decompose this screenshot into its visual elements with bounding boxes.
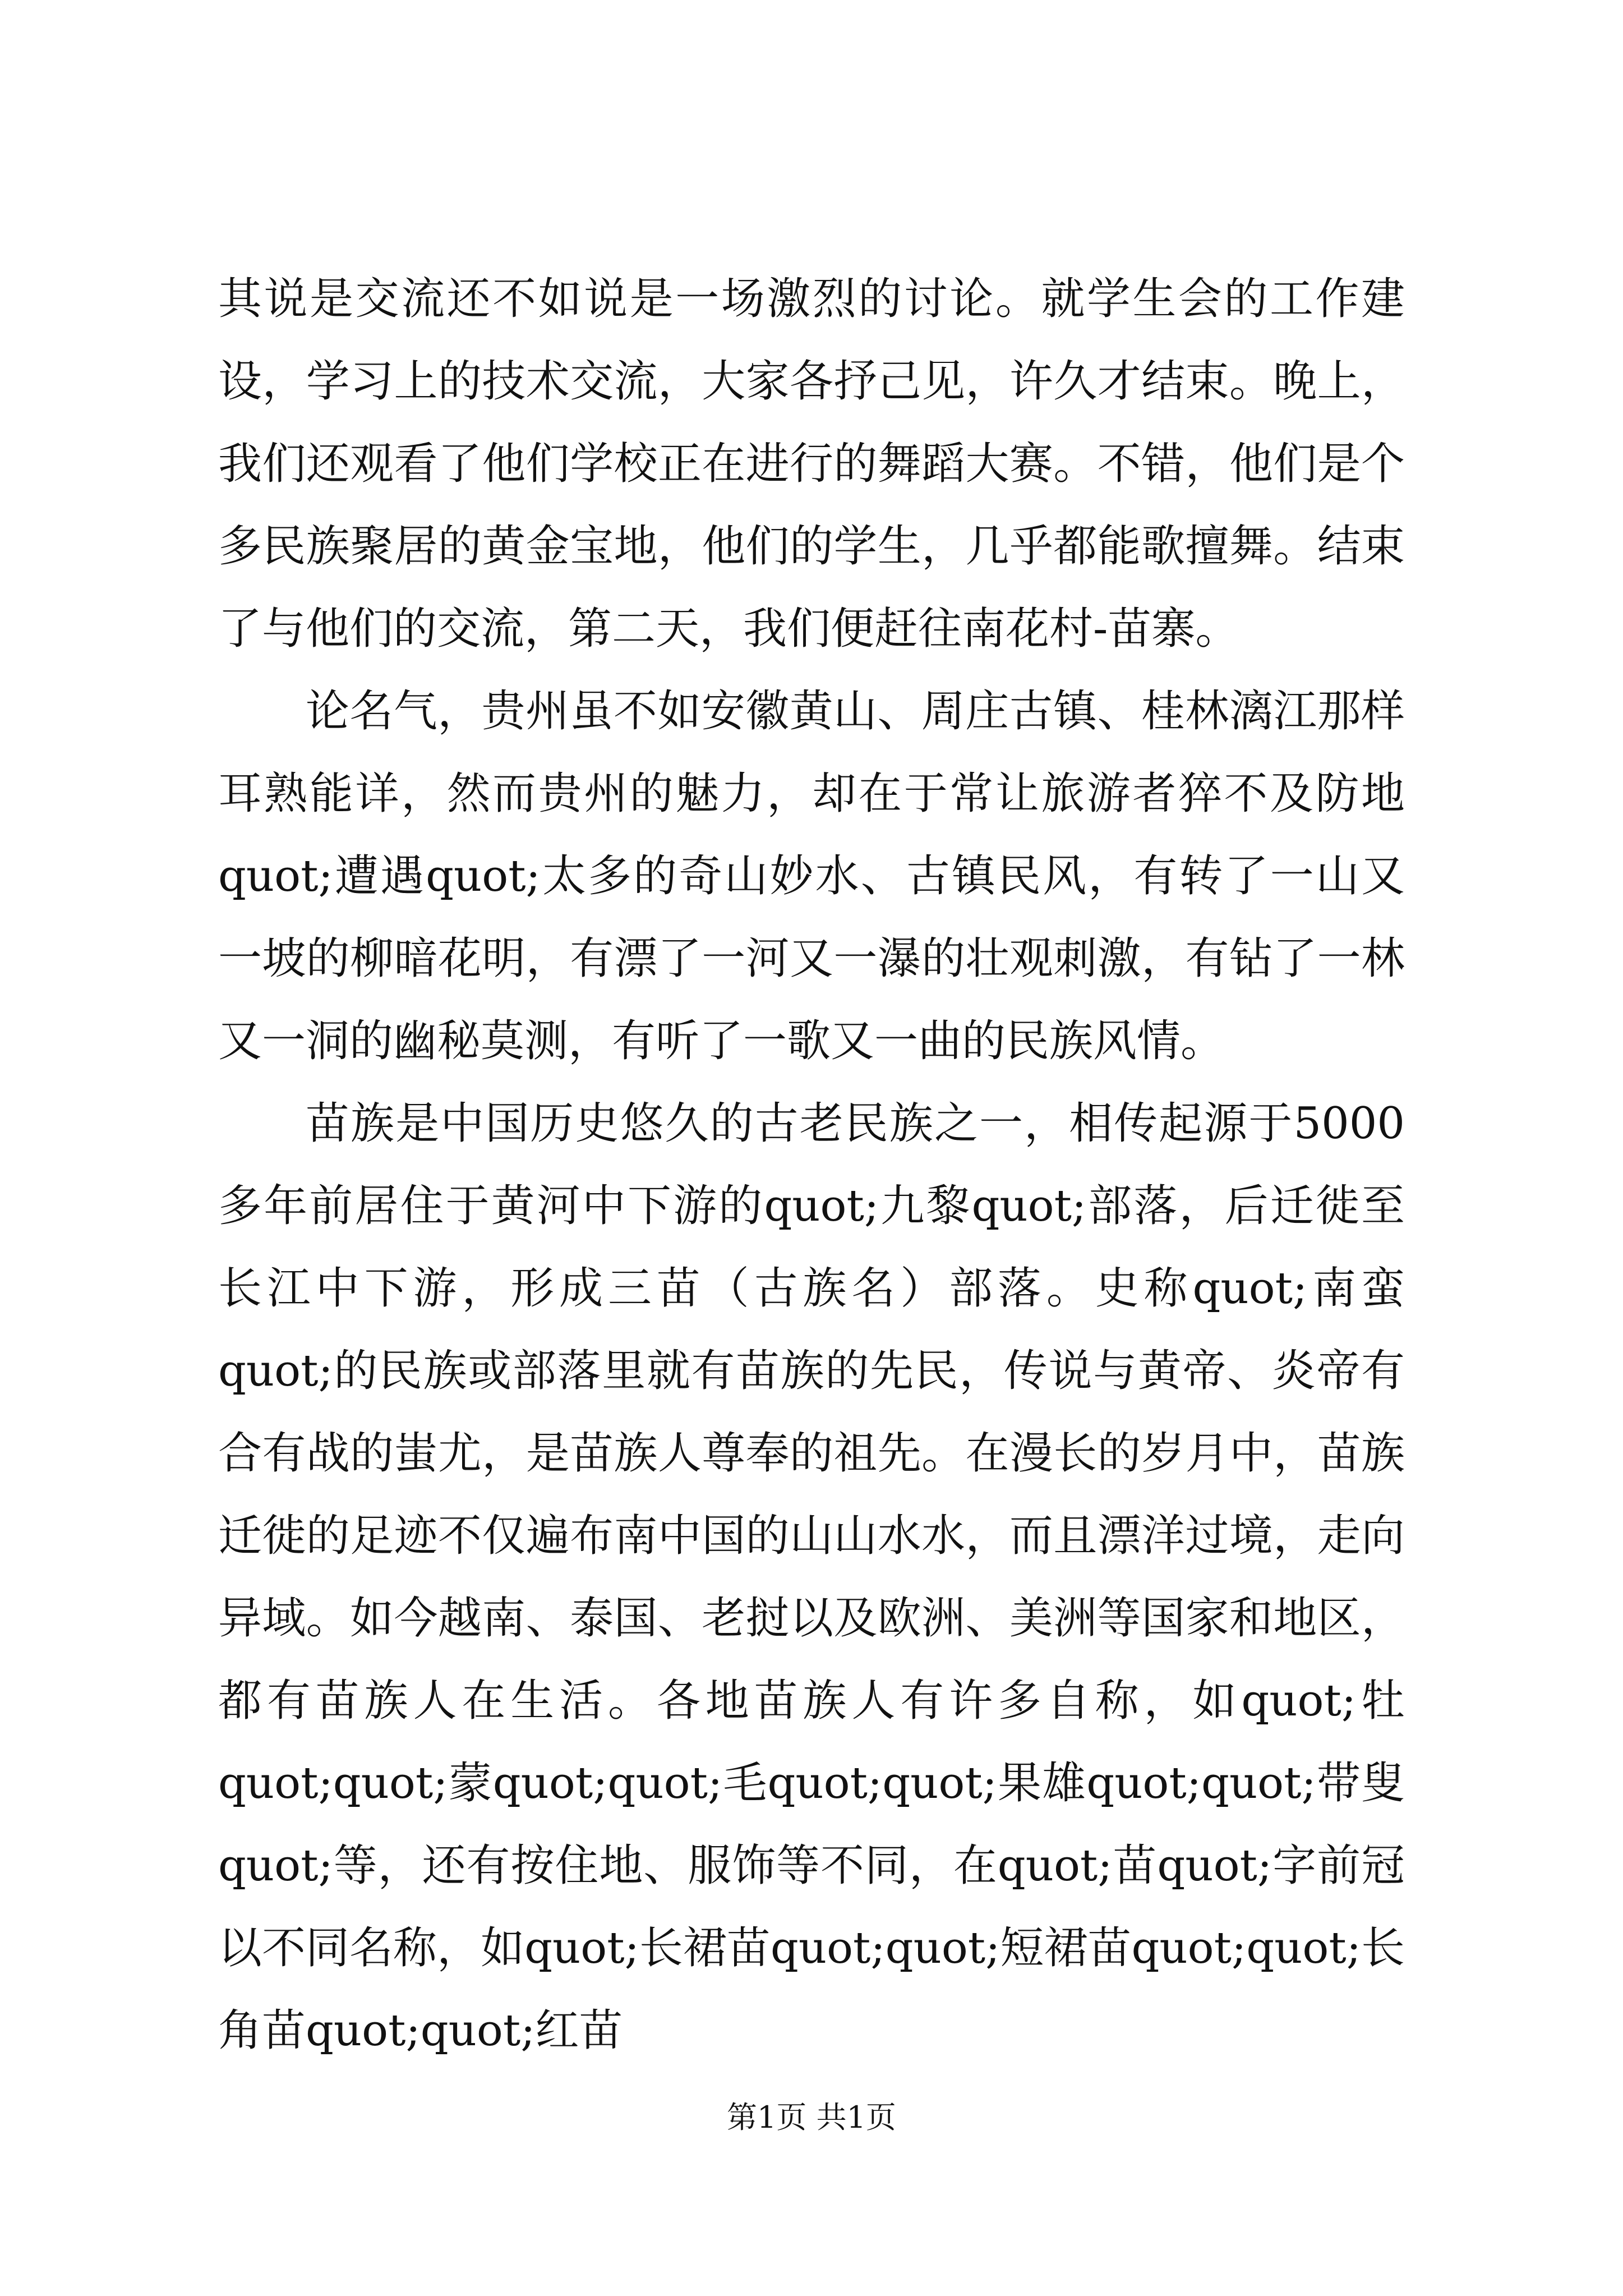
page-number-label: 第1页 共1页 (727, 2100, 896, 2135)
paragraph-1: 其说是交流还不如说是一场激烈的讨论。就学生会的工作建设，学习上的技术交流，大家各抒己见，许久才结束。晚上，我们还观看了他们学校正在进行的舞蹈大赛。不错，他们是个多民族聚居的黄金宝地，他们的学生，几乎都能歌擅舞。结束了与他们的交流，第二天，我们便赶往南花村-苗寨。 (218, 274, 1405, 654)
paragraph-2: 论名气，贵州虽不如安徽黄山、周庄古镇、桂林漓江那样耳熟能详，然而贵州的魅力，却在于常让旅游者猝不及防地quot;遭遇quot;太多的奇山妙水、古镇民风，有转了一山又一坡的柳暗花明，有漂了一河又一瀑的壮观刺激，有钻了一林又一洞的幽秘莫测，有听了一歌又一曲的民族风情。 (218, 686, 1405, 1066)
page-footer (0, 2098, 1623, 2137)
body-text (218, 258, 1405, 2072)
paragraph-3: 苗族是中国历史悠久的古老民族之一，相传起源于5000多年前居住于黄河中下游的quot;九黎quot;部落，后迁徙至长江中下游，形成三苗（古族名）部落。史称quot;南蛮quot;的民族或部落里就有苗族的先民，传说与黄帝、炎帝有合有战的蚩尤，是苗族人尊奉的祖先。在漫长的岁月中，苗族迁徙的足迹不仅遍布南中国的山山水水，而且漂洋过境，走向异域。如今越南、泰国、老挝以及欧洲、美洲等国家和地区，都有苗族人在生活。各地苗族人有许多自称，如quot;牡quot;quot;蒙quot;quot;毛quot;quot;果雄quot;quot;带叟quot;等，还有按住地、服饰等不同，在quot;苗quot;字前冠以不同名称，如quot;长裙苗quot;quot;短裙苗quot;quot;长角苗quot;quot;红苗 (218, 1098, 1405, 2056)
